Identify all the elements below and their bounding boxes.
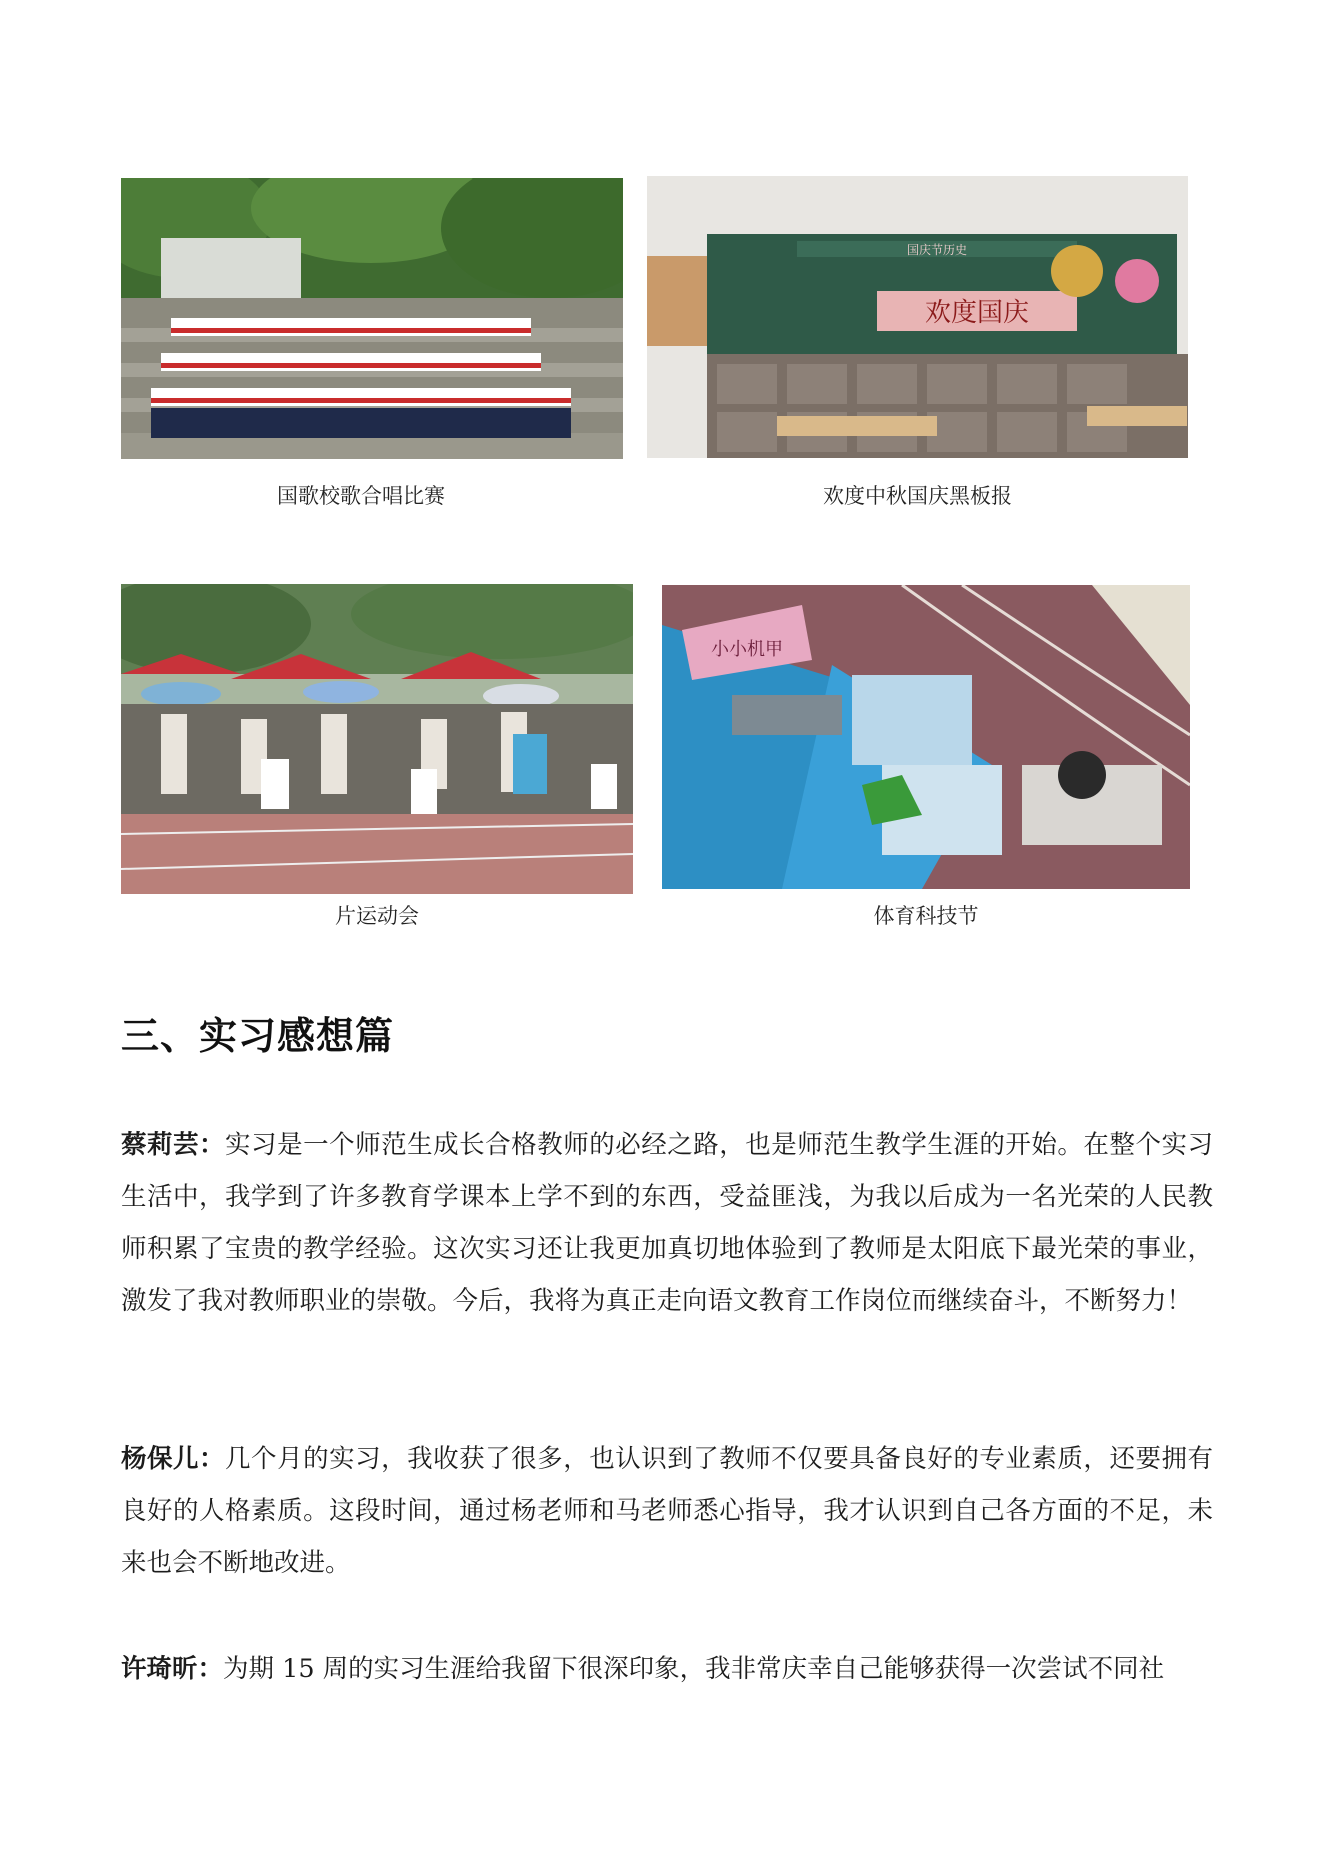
sign-text: 小小机甲	[711, 639, 783, 660]
author-name: 蔡莉芸：	[121, 1130, 226, 1160]
sports-meet-photo	[121, 584, 633, 894]
reflection-text: 几个月的实习，我收获了很多，也认识到了教师不仅要具备良好的专业素质，还要拥有良好的人格素质。这段时间，通过杨老师和马老师悉心指导，我才认识到自己各方面的不足，未来也会不断地改进。	[121, 1444, 1213, 1578]
reflection-text: 为期 15 周的实习生涯给我留下很深印象，我非常庆幸自己能够获得一次尝试不同社	[223, 1654, 1165, 1684]
photo-caption: 国歌校歌合唱比赛	[277, 484, 445, 508]
section-title: 三、实习感想篇	[121, 1013, 395, 1058]
reflection-paragraph	[121, 1433, 1213, 1589]
photo-caption: 片运动会	[335, 904, 419, 928]
board-banner: 欢度国庆	[924, 298, 1030, 328]
reflection-text: 实习是一个师范生成长合格教师的必经之路，也是师范生教学生涯的开始。在整个实习生活中，我学到了许多教育学课本上学不到的东西，受益匪浅，为我以后成为一名光荣的人民教师积累了宝贵的教学经验。这次实习还让我更加真切地体验到了教师是太阳底下最光荣的事业，激发了我对教师职业的崇敬。今后，我将为真正走向语文教育工作岗位而继续奋斗，不断努力！	[121, 1130, 1213, 1316]
reflection-paragraph	[121, 1643, 1213, 1695]
photo-caption: 体育科技节	[873, 904, 979, 928]
board-heading: 国庆节历史	[906, 243, 968, 257]
reflection-paragraph	[121, 1119, 1213, 1327]
tech-festival-photo	[662, 585, 1190, 889]
author-name: 许琦昕：	[121, 1654, 224, 1684]
photo-caption: 欢度中秋国庆黑板报	[823, 484, 1012, 508]
blackboard-photo	[647, 176, 1188, 458]
author-name: 杨保儿：	[121, 1444, 226, 1474]
choir-competition-photo	[121, 178, 623, 459]
